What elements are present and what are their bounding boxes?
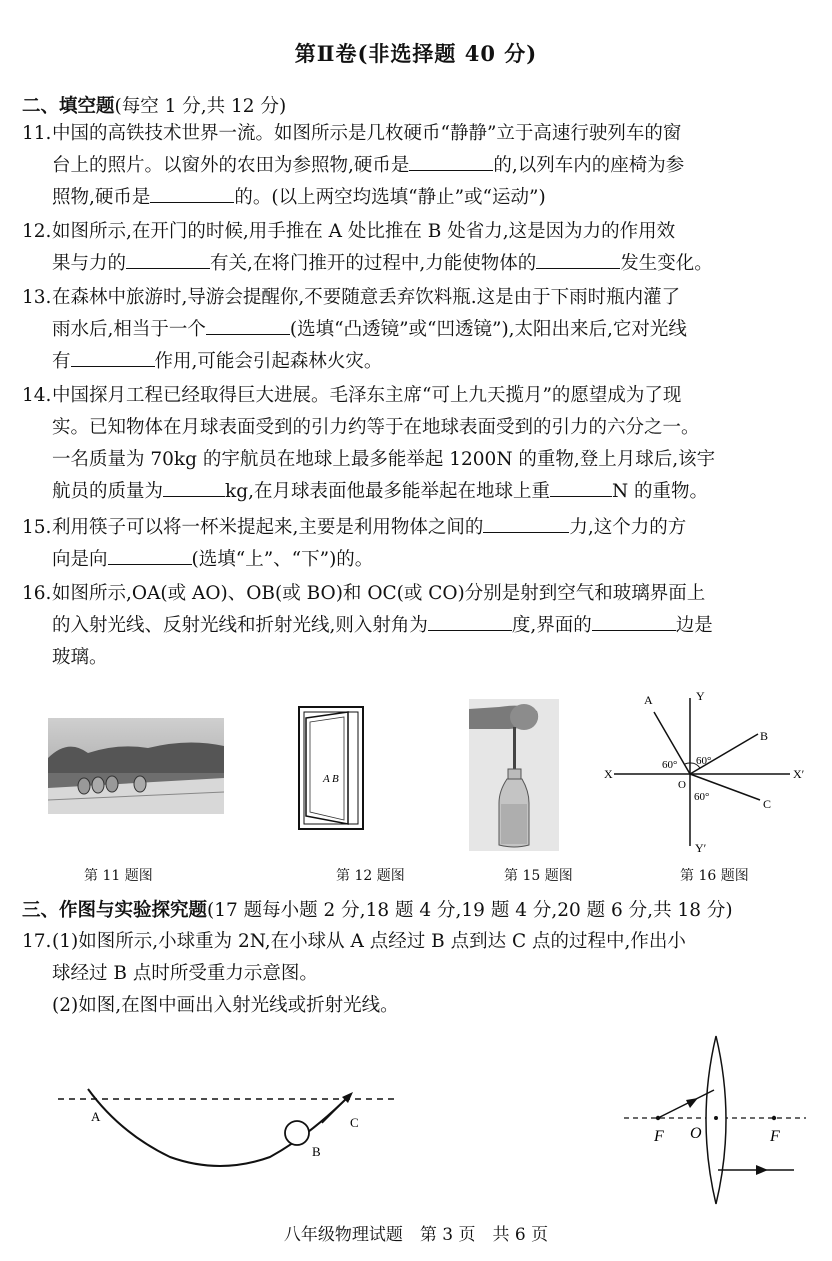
question-number: 13. (22, 287, 52, 308)
question-11 (22, 118, 814, 214)
question-number: 12. (22, 221, 52, 242)
label-b: B (332, 773, 339, 785)
page-title: 第Ⅱ卷(非选择题 40 分) (294, 41, 538, 66)
question-text: (选填“凸透镜”或“凹透镜”),太阳出来后,它对光线 (289, 319, 687, 340)
question-text: 作用,可能会引起森林火灾。 (154, 351, 383, 372)
caption-figure-12: 第 12 题图 (336, 868, 405, 884)
question-text: 一名质量为 70kg 的宇航员在地球上最多能举起 1200N 的重物,登上月球后,该宇 (52, 449, 716, 470)
question-text: 球经过 B 点时所受重力示意图。 (52, 963, 318, 984)
figure-16-light-rays (600, 688, 810, 858)
question-number: 11. (22, 123, 52, 144)
label-f-right: F (770, 1128, 780, 1145)
question-12 (22, 216, 814, 280)
question-number: 17. (22, 931, 52, 952)
question-text: 雨水后,相当于一个 (52, 319, 206, 340)
caption-figure-16: 第 16 题图 (680, 868, 749, 884)
answer-blank[interactable] (206, 316, 290, 335)
question-text: 照物,硬币是 (52, 187, 151, 208)
label-b: B (760, 729, 769, 743)
question-text: 力,这个力的方 (569, 517, 687, 538)
figure-11-coins-photo (48, 718, 224, 814)
answer-blank[interactable] (150, 184, 234, 203)
angle-label: 60° (694, 791, 710, 803)
question-17 (22, 926, 814, 1022)
question-text: kg,在月球表面他最多能举起在地球上重 (225, 481, 550, 502)
question-text: 实。已知物体在月球表面受到的引力约等于在地球表面受到的引力的六分之一。 (52, 417, 700, 438)
label-y-prime: Y′ (695, 841, 707, 855)
question-text: 的,以列车内的座椅为参 (493, 155, 685, 176)
question-text: (选填“上”、“下”)的。 (191, 549, 374, 570)
answer-blank[interactable] (428, 612, 512, 631)
question-text: 玻璃。 (52, 647, 108, 668)
label-o: O (690, 1125, 702, 1142)
label-c: C (763, 797, 772, 811)
section-3-note: (17 题每小题 2 分,18 题 4 分,19 题 4 分,20 题 6 分,共 18 分) (207, 900, 733, 921)
label-a: A (91, 1109, 101, 1124)
question-text: (1)如图所示,小球重为 2N,在小球从 A 点经过 B 点到达 C 点的过程中,作出小 (52, 931, 686, 952)
section-2-note: (每空 1 分,共 12 分) (114, 96, 287, 117)
question-text: 利用筷子可以将一杯米提起来,主要是利用物体之间的 (52, 517, 484, 538)
answer-blank[interactable] (409, 152, 493, 171)
angle-label: 60° (696, 755, 712, 767)
question-16 (22, 578, 814, 674)
question-text: (2)如图,在图中画出入射光线或折射光线。 (52, 995, 399, 1016)
question-text: 度,界面的 (511, 615, 592, 636)
label-y: Y (696, 689, 705, 703)
caption-figure-15: 第 15 题图 (504, 868, 573, 884)
question-text: 在森林中旅游时,导游会提醒你,不要随意丢弃饮料瓶.这是由于下雨时瓶内灌了 (52, 287, 681, 308)
question-15 (22, 512, 814, 576)
question-text: 发生变化。 (620, 253, 713, 274)
question-text: 如图所示,OA(或 AO)、OB(或 BO)和 OC(或 CO)分别是射到空气和玻璃界面上 (52, 583, 706, 604)
question-text: 向是向 (52, 549, 108, 570)
label-x: X (604, 767, 613, 781)
label-b: B (312, 1144, 321, 1159)
section-2-heading (22, 92, 286, 118)
label-f-left: F (654, 1128, 664, 1145)
question-text: 航员的质量为 (52, 481, 164, 502)
caption-figure-11: 第 11 题图 (84, 868, 153, 884)
question-text: 中国的高铁技术世界一流。如图所示是几枚硬币“静静”立于高速行驶列车的窗 (52, 123, 682, 144)
angle-label: 60° (662, 759, 678, 771)
label-c: C (350, 1115, 359, 1130)
label-a: A (323, 773, 330, 785)
answer-blank[interactable] (163, 478, 225, 497)
question-text: 的入射光线、反射光线和折射光线,则入射角为 (52, 615, 428, 636)
question-13 (22, 282, 814, 378)
question-text: 的。(以上两空均选填“静止”或“运动”) (234, 187, 546, 208)
figure-17-2-convex-lens (618, 1030, 808, 1210)
figure-15-chopstick-photo (469, 699, 559, 851)
question-text: 有 (52, 351, 71, 372)
answer-blank[interactable] (126, 250, 210, 269)
section-3-title: 三、作图与实验探究题 (22, 900, 208, 921)
question-text: 中国探月工程已经取得巨大进展。毛泽东主席“可上九天揽月”的愿望成为了现 (52, 385, 682, 406)
question-number: 16. (22, 583, 52, 604)
label-x-prime: X′ (793, 767, 805, 781)
figure-12-door (296, 704, 366, 832)
answer-blank[interactable] (536, 250, 620, 269)
answer-blank[interactable] (592, 612, 676, 631)
section-2-title: 二、填空题 (22, 96, 115, 117)
question-text: 边是 (675, 615, 713, 636)
question-text: 果与力的 (52, 253, 127, 274)
question-number: 14. (22, 385, 52, 406)
question-text: 如图所示,在开门的时候,用手推在 A 处比推在 B 处省力,这是因为力的作用效 (52, 221, 676, 242)
answer-blank[interactable] (550, 478, 612, 497)
figure-17-1-ball-track (50, 1075, 410, 1175)
question-text: 台上的照片。以窗外的农田为参照物,硬币是 (52, 155, 410, 176)
label-o: O (678, 779, 686, 791)
section-3-heading (22, 896, 733, 922)
answer-blank[interactable] (483, 514, 569, 533)
question-14 (22, 380, 814, 508)
label-a: A (644, 693, 653, 707)
question-number: 15. (22, 517, 52, 538)
question-text: 有关,在将门推开的过程中,力能使物体的 (210, 253, 537, 274)
question-text: N 的重物。 (611, 481, 709, 502)
page-footer: 八年级物理试题 第 3 页 共 6 页 (283, 1225, 549, 1245)
answer-blank[interactable] (108, 546, 192, 565)
answer-blank[interactable] (71, 348, 155, 367)
